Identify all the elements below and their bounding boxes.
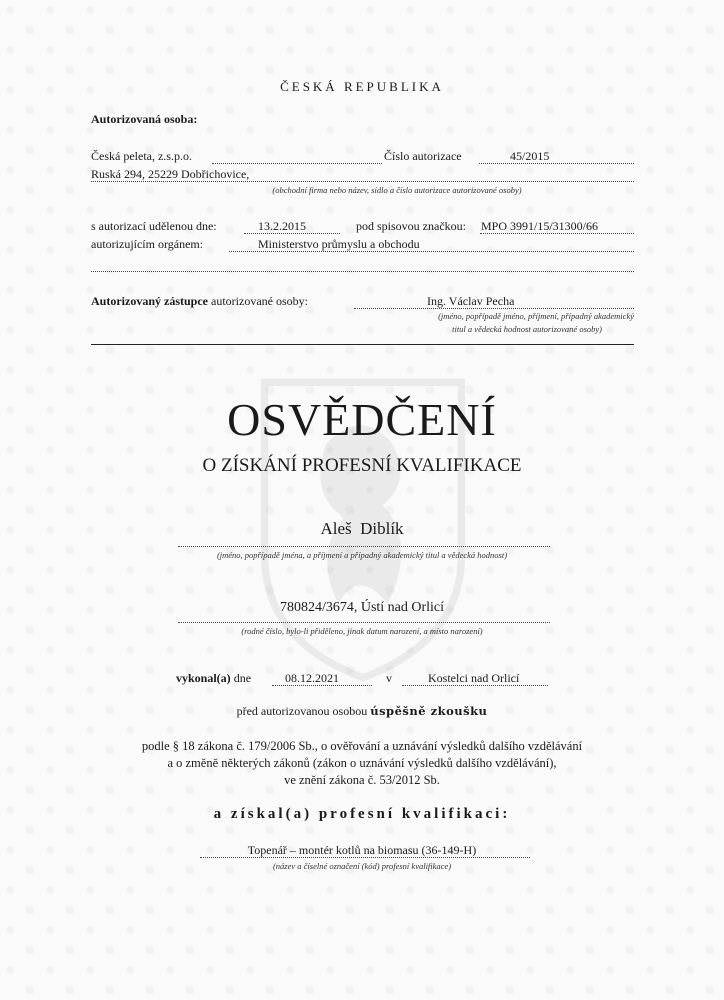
country-header: ČESKÁ REPUBLIKA (280, 79, 444, 94)
certificate-subtitle: O ZÍSKÁNÍ PROFESNÍ KVALIFIKACE (202, 455, 522, 476)
holder-birth-dotline (178, 622, 550, 623)
authority-name: Ministerstvo průmyslu a obchodu (258, 237, 420, 251)
holder-birth: 780824/3674, Ústí nad Orlicí (279, 600, 445, 615)
auth-number-dotline (479, 163, 634, 164)
name-dotline (212, 163, 382, 164)
exam-date: 08.12.2021 (285, 671, 339, 685)
qualification-dotline (200, 857, 530, 858)
representative-caption-1: (jméno, popřípadě jméno, příjmení, případný akademický (438, 311, 634, 321)
holder-birth-caption: (rodné číslo, bylo-li přiděleno, jinak datum narození, a místo narození) (241, 626, 483, 636)
blank-dotline (91, 271, 634, 272)
authorized-person-address: Ruská 294, 25229 Dobřichovice, (91, 167, 250, 181)
law-line-1: podle § 18 zákona č. 179/2006 Sb., o ověřování a uznávání výsledků dalšího vzdělávání (141, 739, 583, 753)
before-text: před autorizovanou osobou (236, 704, 368, 718)
auth-number-label: Číslo autorizace (384, 149, 462, 163)
performed-label: vykonal(a) (176, 671, 231, 685)
exam-place: Kostelci nad Orlicí (428, 671, 520, 685)
representative-label-rest: autorizované osoby: (211, 294, 308, 308)
representative-caption-2: titul a vědecká hodnost autorizované osoby) (452, 324, 602, 334)
file-number: MPO 3991/15/31300/66 (481, 219, 599, 233)
success-text: úspěšně zkoušku (370, 704, 488, 718)
holder-name: Aleš Diblík (320, 519, 404, 538)
law-line-3: ve znění zákona č. 53/2012 Sb. (284, 773, 440, 787)
qualification-caption: (název a číselné označení (kód) profesní kvalifikace) (272, 861, 452, 871)
representative-label (91, 294, 308, 309)
auth-number-value: 45/2015 (510, 149, 550, 163)
holder-name-dotline (178, 546, 550, 547)
day-label: dne (233, 671, 252, 685)
holder-name-caption: (jméno, popřípadě jména, a příjmení a případný akademický titul a vědecká hodnost) (216, 550, 508, 560)
authorized-person-name: Česká peleta, z.s.p.o. (91, 149, 192, 163)
authorized-person-caption: (obchodní firma nebo název, sídlo a číslo autorizace autorizované osoby) (272, 185, 522, 195)
exam-performed-label (176, 671, 251, 686)
representative-label-bold: Autorizovaný zástupce (91, 294, 208, 308)
qualification-heading: a získal(a) profesní kvalifikaci: (213, 806, 511, 822)
certificate-title: OSVĚDČENÍ (227, 394, 497, 445)
granted-date: 13.2.2015 (258, 219, 306, 233)
representative-name: Ing. Václav Pecha (427, 294, 515, 308)
address-dotline (91, 181, 634, 182)
before-line (0, 704, 724, 719)
qualification-name: Topenář – montér kotlů na biomasu (36-149-H) (247, 843, 477, 857)
authority-label: autorizujícím orgánem: (91, 237, 204, 251)
granted-label: s autorizací udělenou dne: (91, 219, 217, 233)
authorized-person-heading: Autorizovaná osoba: (91, 112, 198, 126)
header-divider (91, 344, 634, 345)
law-line-2: a o změně některých zákonů (zákon o uznávání výsledků dalšího vzdělávání), (167, 756, 557, 770)
in-label: v (386, 671, 392, 685)
file-label: pod spisovou značkou: (356, 219, 466, 233)
